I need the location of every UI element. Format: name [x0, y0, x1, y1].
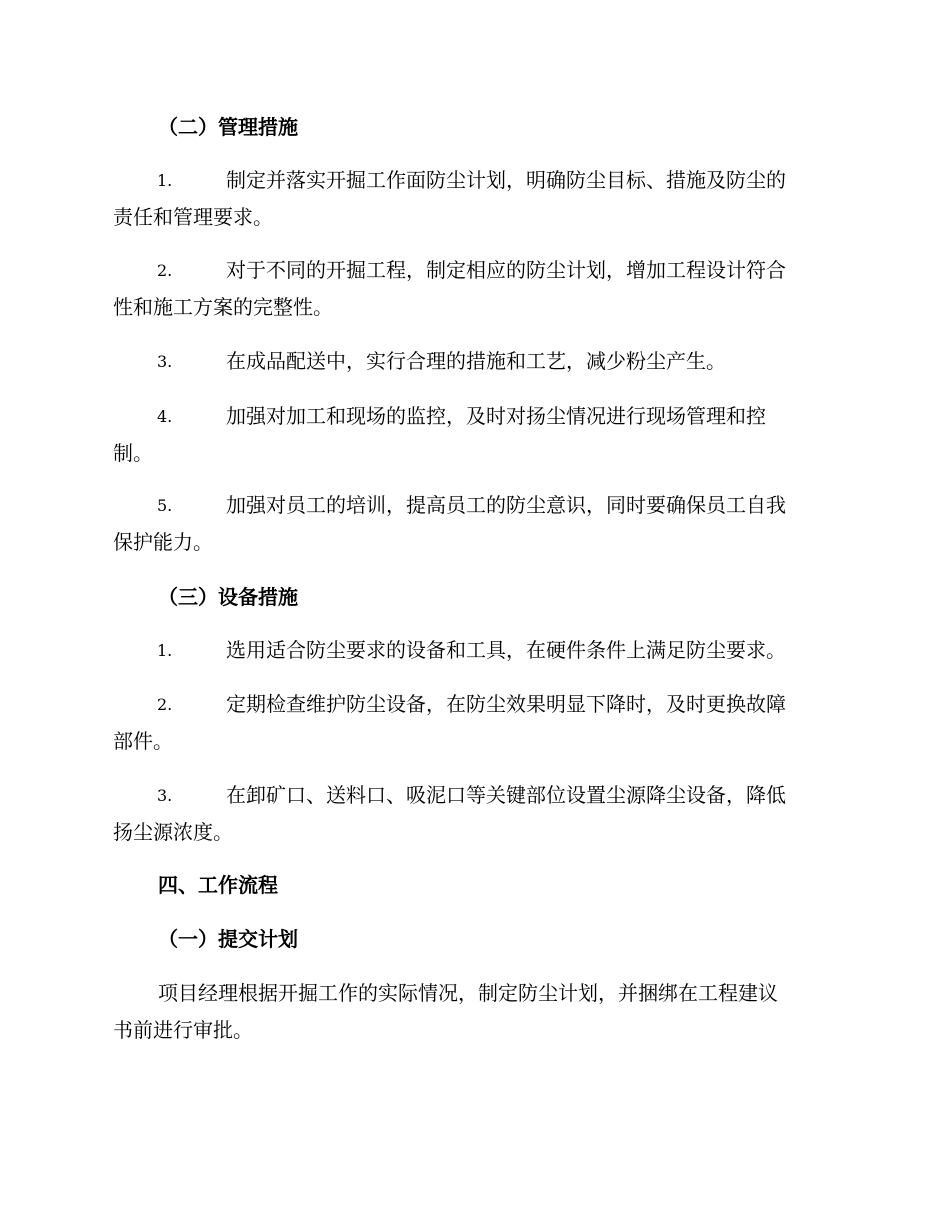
paragraph-text: 书前进行审批。: [113, 1018, 253, 1042]
paragraph-text: 项目经理根据开掘工作的实际情况，制定防尘计划，并捆绑在工程建议: [158, 981, 778, 1005]
item-number: 3.: [157, 786, 173, 805]
item-text: 部件。: [113, 729, 173, 753]
item-text: 性和施工方案的完整性。: [113, 295, 333, 319]
section-heading-management: （二）管理措施: [158, 115, 298, 139]
section-heading-workflow: 四、工作流程: [158, 873, 278, 897]
item-number: 4.: [157, 407, 173, 426]
item-text: 加强对加工和现场的监控，及时对扬尘情况进行现场管理和控: [226, 404, 766, 428]
item-text: 制定并落实开掘工作面防尘计划，明确防尘目标、措施及防尘的: [226, 168, 786, 192]
item-number: 2.: [157, 261, 173, 280]
item-text: 对于不同的开掘工程，制定相应的防尘计划，增加工程设计符合: [226, 258, 786, 282]
item-number: 1.: [157, 171, 173, 190]
item-text: 制。: [113, 441, 153, 465]
item-text: 扬尘源浓度。: [113, 820, 233, 844]
item-number: 1.: [157, 641, 173, 660]
item-text: 在成品配送中，实行合理的措施和工艺，减少粉尘产生。: [226, 349, 726, 373]
section-heading-equipment: （三）设备措施: [158, 585, 298, 609]
item-number: 3.: [157, 352, 173, 371]
item-text: 定期检查维护防尘设备，在防尘效果明显下降时，及时更换故障: [226, 692, 786, 716]
item-text: 选用适合防尘要求的设备和工具，在硬件条件上满足防尘要求。: [226, 638, 786, 662]
section-heading-submit-plan: （一）提交计划: [158, 927, 298, 951]
item-number: 5.: [157, 496, 173, 515]
item-text: 在卸矿口、送料口、吸泥口等关键部位设置尘源降尘设备，降低: [226, 783, 786, 807]
item-number: 2.: [157, 695, 173, 714]
item-text: 保护能力。: [113, 530, 213, 554]
item-text: 加强对员工的培训，提高员工的防尘意识，同时要确保员工自我: [226, 493, 786, 517]
item-text: 责任和管理要求。: [113, 205, 273, 229]
